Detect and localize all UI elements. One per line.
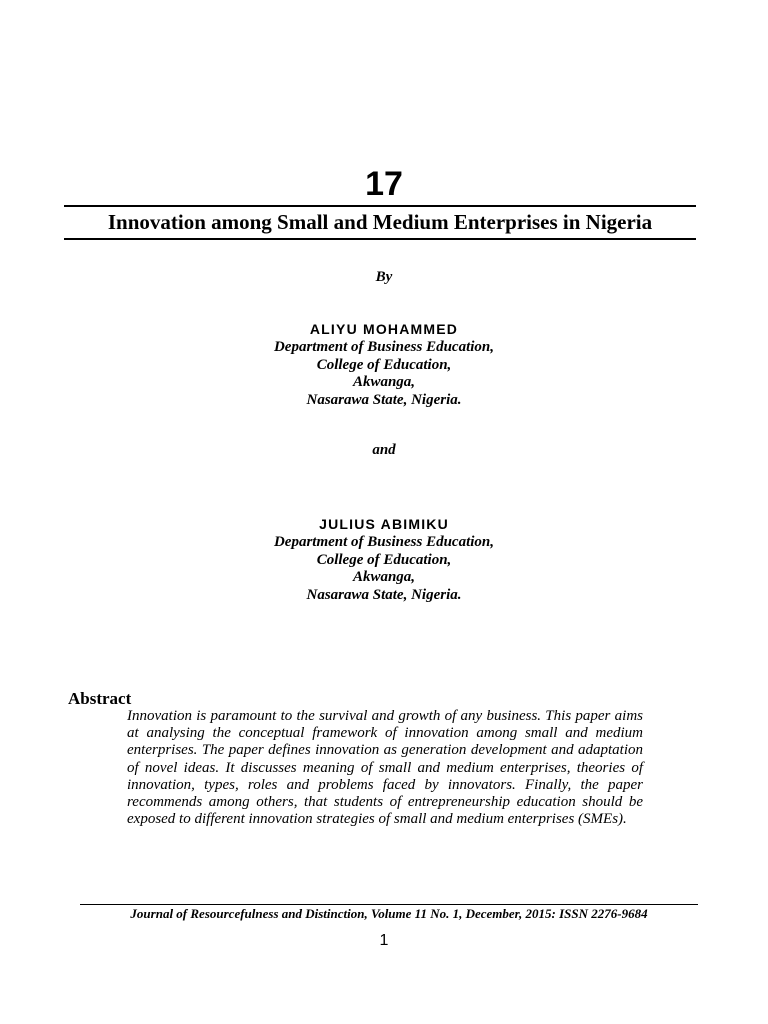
title-top-rule [64,205,696,207]
author-affiliation-line: Department of Business Education, [273,339,495,355]
author-affiliation-line: College of Education, [316,356,452,373]
chapter-number: 17 [365,165,403,203]
author-name: JULIUS ABIMIKU [319,516,449,532]
and-label: and [372,442,396,458]
by-label: By [375,269,393,285]
author-affiliation-line: Nasarawa State, Nigeria. [306,586,462,603]
author-affiliation-line: Akwanga, [352,374,416,390]
author-affiliation-line: College of Education, [316,551,452,568]
author-affiliation-line: Akwanga, [352,569,416,585]
footer-journal-citation: Journal of Resourcefulness and Distinction, Volume 11 No. 1, December, 2015: ISSN 2276-9684 [130,906,648,921]
author-name: ALIYU MOHAMMED [309,321,459,337]
title-bottom-rule [64,238,696,240]
author-block-1 [0,320,768,409]
page-number: 1 [379,932,389,949]
author-affiliation-line: Department of Business Education, [273,534,495,550]
author-affiliation-line: Nasarawa State, Nigeria. [306,391,462,408]
author-block-2 [0,515,768,604]
abstract-heading: Abstract [68,689,132,708]
abstract-text: Innovation is paramount to the survival and growth of any business. This paper aims at analysing the conceptual framework of innovation among small and medium enterprises. The paper defines innovation as generation development and adaptation of novel ideas. It discusses meaning of small and medium enterprises, theories of innovation, types, roles and problems faced by innovators. Finally, the paper recommends among others, that students of entrepreneurship education should be exposed to different innovation strategies of small and medium enterprises (SMEs). [127,708,643,828]
paper-title: Innovation among Small and Medium Enterprises in Nigeria [107,210,653,234]
